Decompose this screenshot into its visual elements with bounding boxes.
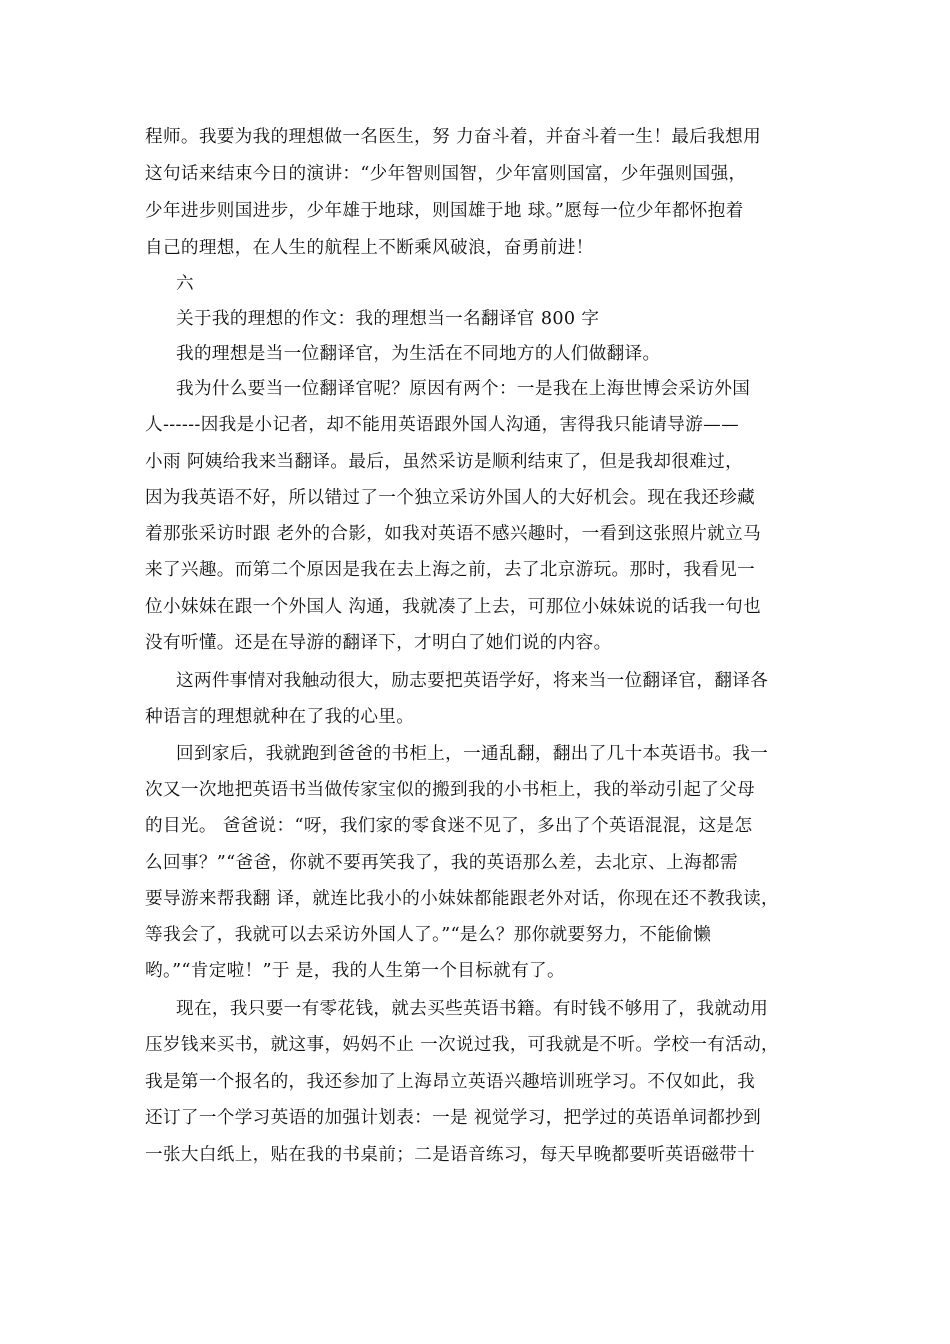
text-line: 没有听懂。还是在导游的翻译下，才明白了她们说的内容。 [145, 633, 612, 653]
text-line: 程师。我要为我的理想做一名医生，努 力奋斗着，并奋斗着一生！最后我想用 [145, 127, 762, 147]
text-line: 少年进步则国进步，少年雄于地球，则国雄于地 球。”愿每一位少年都怀抱着 [145, 201, 744, 221]
text-line: 压岁钱来买书，就这事，妈妈不止 一次说过我，可我就是不听。学校一有活动， [145, 1035, 779, 1055]
text-line: 位小妹妹在跟一个外国人 沟通，我就凑了上去，可那位小妹妹说的话我一句也 [145, 597, 762, 617]
text-line: 回到家后，我就跑到爸爸的书柜上，一通乱翻，翻出了几十本英语书。我一 [176, 744, 769, 764]
text-line: 我的理想是当一位翻译官，为生活在不同地方的人们做翻译。 [176, 344, 661, 364]
text-line: 哟。”“肯定啦！”于 是，我的人生第一个目标就有了。 [145, 961, 565, 981]
text-line: 我为什么要当一位翻译官呢？原因有两个：一是我在上海世博会采访外国 [176, 379, 751, 399]
text-line: 等我会了，我就可以去采访外国人了。”“是么？那你就要努力，不能偷懒 [145, 925, 712, 945]
text-line: 着那张采访时跟 老外的合影，如我对英语不感兴趣时，一看到这张照片就立马 [145, 524, 762, 544]
text-line: 人------因我是小记者，却不能用英语跟外国人沟通，害得我只能请导游—— [145, 415, 740, 435]
text-line: 还订了一个学习英语的加强计划表：一是 视觉学习，把学过的英语单词都抄到 [145, 1108, 762, 1128]
text-line: 这两件事情对我触动很大，励志要把英语学好，将来当一位翻译官，翻译各 [176, 671, 769, 691]
section-number: 六 [176, 274, 194, 294]
text-line: 种语言的理想就种在了我的心里。 [145, 707, 415, 727]
text-line: 这句话来结束今日的演讲：“少年智则国智，少年富则国富，少年强则国强， [145, 164, 747, 184]
text-line: 来了兴趣。而第二个原因是我在去上海之前，去了北京游玩。那时，我看见一 [145, 560, 756, 580]
text-line: 么回事？”“爸爸，你就不要再笑我了，我的英语那么差，去北京、上海都需 [145, 853, 738, 873]
text-line: 小雨 阿姨给我来当翻译。最后，虽然采访是顺利结束了，但是我却很难过， [145, 452, 744, 472]
text-line: 现在，我只要一有零花钱，就去买些英语书籍。有时钱不够用了，我就动用 [176, 999, 769, 1019]
text-line: 一张大白纸上，贴在我的书桌前；二是语音练习，每天早晚都要听英语磁带十 [145, 1145, 756, 1165]
text-line: 因为我英语不好，所以错过了一个独立采访外国人的大好机会。现在我还珍藏 [145, 488, 756, 508]
text-line: 自己的理想，在人生的航程上不断乘风破浪，奋勇前进！ [145, 238, 594, 258]
text-line: 我是第一个报名的，我还参加了上海昂立英语兴趣培训班学习。不仅如此，我 [145, 1072, 756, 1092]
essay-title: 关于我的理想的作文：我的理想当一名翻译官 800 字 [176, 309, 600, 329]
text-line: 的目光。 爸爸说：“呀，我们家的零食迷不见了，多出了个英语混混，这是怎 [145, 816, 753, 836]
text-line: 次又一次地把英语书当做传家宝似的搬到我的小书柜上，我的举动引起了父母 [145, 780, 756, 800]
text-line: 要导游来帮我翻 译，就连比我小的小妹妹都能跟老外对话，你现在还不教我读， [145, 889, 779, 909]
